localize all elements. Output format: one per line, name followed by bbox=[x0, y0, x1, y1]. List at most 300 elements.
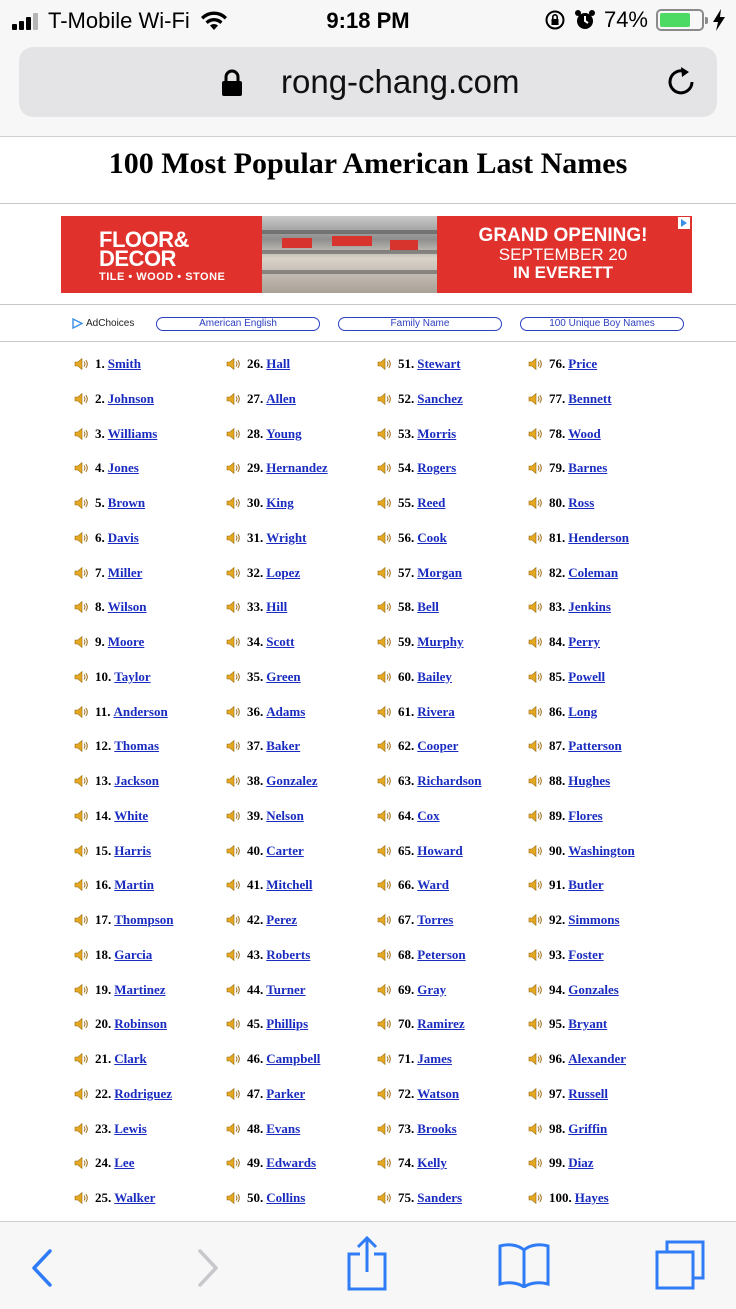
rank-number: 66. bbox=[398, 877, 415, 893]
list-item bbox=[528, 944, 604, 966]
speaker-icon[interactable] bbox=[226, 739, 241, 753]
name-link[interactable]: Gonzalez bbox=[266, 773, 318, 788]
speaker-icon[interactable] bbox=[226, 566, 241, 580]
speaker-icon[interactable] bbox=[377, 913, 392, 927]
name-link[interactable]: Diaz bbox=[568, 1155, 594, 1171]
ad-logo-line2: DECOR bbox=[99, 246, 176, 271]
rank-number: 97. bbox=[549, 1085, 566, 1101]
name-link[interactable]: Powell bbox=[568, 668, 606, 684]
speaker-icon[interactable] bbox=[528, 461, 543, 475]
name-link[interactable]: Ramirez bbox=[417, 1016, 465, 1032]
name-link[interactable]: Thomas bbox=[114, 738, 160, 754]
speaker-icon[interactable] bbox=[377, 357, 392, 371]
ad-info-icon[interactable] bbox=[678, 217, 690, 229]
name-link[interactable]: Griffin bbox=[568, 1120, 608, 1136]
bookmarks-icon[interactable] bbox=[497, 1242, 551, 1288]
name-link[interactable]: Jenkins bbox=[568, 599, 611, 615]
list-item bbox=[74, 805, 148, 827]
forward-chevron-icon[interactable] bbox=[196, 1248, 220, 1288]
name-link[interactable]: Lewis bbox=[114, 1120, 147, 1136]
battery-icon bbox=[656, 9, 704, 31]
name-link[interactable]: Clark bbox=[114, 1051, 147, 1066]
name-link[interactable]: Flores bbox=[568, 807, 603, 823]
speaker-icon[interactable] bbox=[74, 844, 89, 858]
speaker-icon[interactable] bbox=[377, 1156, 392, 1170]
name-link[interactable]: Patterson bbox=[568, 738, 622, 754]
name-link[interactable]: Wood bbox=[568, 425, 601, 441]
speaker-icon[interactable] bbox=[377, 1017, 392, 1031]
speaker-icon[interactable] bbox=[226, 878, 241, 892]
speaker-icon[interactable] bbox=[226, 461, 241, 475]
speaker-icon[interactable] bbox=[528, 427, 543, 441]
back-chevron-icon[interactable] bbox=[30, 1248, 54, 1288]
speaker-icon[interactable] bbox=[74, 427, 89, 441]
name-link[interactable]: Bennett bbox=[568, 390, 612, 406]
list-item bbox=[226, 388, 296, 410]
name-link[interactable]: Hall bbox=[266, 356, 291, 371]
speaker-icon[interactable] bbox=[74, 1156, 89, 1170]
speaker-icon[interactable] bbox=[226, 670, 241, 684]
speaker-icon[interactable] bbox=[377, 844, 392, 858]
share-icon[interactable] bbox=[346, 1236, 388, 1292]
rank-number: 57. bbox=[398, 564, 415, 580]
name-link[interactable]: Perry bbox=[568, 634, 601, 649]
name-link[interactable]: Washington bbox=[568, 842, 635, 858]
name-link[interactable]: Martin bbox=[114, 877, 154, 893]
speaker-icon[interactable] bbox=[226, 774, 241, 788]
name-link[interactable]: Thompson bbox=[114, 912, 174, 927]
name-link[interactable]: Baker bbox=[266, 738, 301, 754]
speaker-icon[interactable] bbox=[528, 1017, 543, 1031]
speaker-icon[interactable] bbox=[74, 878, 89, 892]
speaker-icon[interactable] bbox=[226, 1017, 241, 1031]
name-link[interactable]: Hernandez bbox=[266, 460, 328, 476]
rank-number: 92. bbox=[549, 912, 566, 927]
name-link[interactable]: Gonzales bbox=[568, 981, 619, 997]
name-link[interactable]: Collins bbox=[266, 1190, 306, 1205]
page-title bbox=[0, 140, 736, 204]
name-link[interactable]: Scott bbox=[266, 634, 295, 649]
rank-number: 13. bbox=[95, 773, 112, 788]
speaker-icon[interactable] bbox=[528, 844, 543, 858]
name-link[interactable]: James bbox=[417, 1051, 452, 1066]
speaker-icon[interactable] bbox=[226, 705, 241, 719]
name-link[interactable]: Hill bbox=[266, 599, 288, 615]
speaker-icon[interactable] bbox=[377, 531, 392, 545]
name-link[interactable]: Moore bbox=[107, 634, 145, 649]
name-link[interactable]: Rodriguez bbox=[114, 1085, 173, 1101]
rank-number: 59. bbox=[398, 634, 415, 649]
list-item bbox=[74, 770, 159, 792]
rank-number: 65. bbox=[398, 842, 415, 858]
speaker-icon[interactable] bbox=[74, 635, 89, 649]
speaker-icon[interactable] bbox=[528, 392, 543, 406]
name-link[interactable]: Lopez bbox=[266, 564, 301, 580]
rank-number: 68. bbox=[398, 946, 415, 962]
list-item bbox=[528, 909, 620, 931]
speaker-icon[interactable] bbox=[528, 983, 543, 997]
speaker-icon[interactable] bbox=[74, 948, 89, 962]
list-item bbox=[226, 596, 287, 618]
list-item bbox=[528, 979, 619, 1001]
name-link[interactable]: Bailey bbox=[417, 668, 452, 684]
list-item bbox=[226, 1048, 320, 1070]
name-link[interactable]: Garcia bbox=[114, 946, 153, 962]
name-link[interactable]: Smith bbox=[107, 356, 141, 371]
speaker-icon[interactable] bbox=[74, 531, 89, 545]
name-link[interactable]: Martinez bbox=[114, 981, 166, 997]
speaker-icon[interactable] bbox=[528, 705, 543, 719]
list-item bbox=[528, 1083, 608, 1105]
name-link[interactable]: Richardson bbox=[417, 773, 482, 788]
rank-number: 6. bbox=[95, 529, 105, 545]
speaker-icon[interactable] bbox=[528, 739, 543, 753]
speaker-icon[interactable] bbox=[528, 1191, 543, 1205]
name-link[interactable]: Hughes bbox=[568, 773, 611, 788]
speaker-icon[interactable] bbox=[528, 1122, 543, 1136]
speaker-icon[interactable] bbox=[377, 670, 392, 684]
list-item bbox=[528, 1013, 607, 1035]
speaker-icon[interactable] bbox=[528, 635, 543, 649]
name-link[interactable]: Morris bbox=[417, 425, 457, 441]
nav-link-family-name[interactable]: Family Name bbox=[338, 317, 502, 331]
speaker-icon[interactable] bbox=[226, 600, 241, 614]
speaker-icon[interactable] bbox=[528, 531, 543, 545]
address-bar[interactable] bbox=[19, 47, 717, 117]
name-link[interactable]: Turner bbox=[266, 981, 306, 997]
speaker-icon[interactable] bbox=[226, 496, 241, 510]
name-link[interactable]: Cox bbox=[417, 807, 440, 823]
speaker-icon[interactable] bbox=[377, 635, 392, 649]
name-link[interactable]: Stewart bbox=[417, 356, 461, 371]
speaker-icon[interactable] bbox=[528, 774, 543, 788]
speaker-icon[interactable] bbox=[528, 913, 543, 927]
rank-number: 91. bbox=[549, 877, 566, 893]
list-item bbox=[226, 1013, 308, 1035]
nav-row bbox=[0, 313, 736, 335]
name-link[interactable]: Bryant bbox=[568, 1016, 608, 1032]
rank-number: 83. bbox=[549, 599, 566, 615]
list-item bbox=[226, 1187, 305, 1209]
ad-logo-tag: TILE • WOOD • STONE bbox=[99, 271, 226, 283]
divider bbox=[0, 341, 736, 342]
name-link[interactable]: Henderson bbox=[568, 529, 629, 545]
list-item bbox=[528, 353, 597, 375]
name-link[interactable]: Coleman bbox=[568, 564, 619, 580]
speaker-icon[interactable] bbox=[74, 1052, 89, 1066]
rank-number: 90. bbox=[549, 842, 566, 858]
speaker-icon[interactable] bbox=[226, 427, 241, 441]
name-link[interactable]: Wilson bbox=[107, 599, 147, 615]
name-link[interactable]: Anderson bbox=[113, 703, 168, 719]
speaker-icon[interactable] bbox=[74, 357, 89, 371]
list-item bbox=[226, 805, 304, 827]
rank-number: 32. bbox=[247, 564, 264, 580]
list-item bbox=[377, 701, 455, 723]
name-link[interactable]: Sanchez bbox=[417, 390, 463, 406]
rank-number: 60. bbox=[398, 668, 415, 684]
speaker-icon[interactable] bbox=[377, 392, 392, 406]
speaker-icon[interactable] bbox=[377, 878, 392, 892]
adchoices-link[interactable] bbox=[72, 318, 134, 329]
rank-number: 28. bbox=[247, 425, 264, 441]
name-link[interactable]: Nelson bbox=[266, 807, 304, 823]
list-item bbox=[528, 423, 601, 445]
speaker-icon[interactable] bbox=[528, 1052, 543, 1066]
speaker-icon[interactable] bbox=[226, 1122, 241, 1136]
name-link[interactable]: Adams bbox=[266, 703, 306, 719]
nav-link-unique-boy-names[interactable]: 100 Unique Boy Names bbox=[520, 317, 684, 331]
name-link[interactable]: Rivera bbox=[417, 703, 455, 719]
name-link[interactable]: Johnson bbox=[107, 390, 154, 406]
speaker-icon[interactable] bbox=[377, 809, 392, 823]
speaker-icon[interactable] bbox=[377, 1122, 392, 1136]
list-item bbox=[74, 979, 166, 1001]
list-item bbox=[528, 666, 605, 688]
name-link[interactable]: Roberts bbox=[266, 946, 311, 962]
speaker-icon[interactable] bbox=[528, 600, 543, 614]
name-link[interactable]: Cooper bbox=[417, 738, 459, 754]
speaker-icon[interactable] bbox=[74, 739, 89, 753]
speaker-icon[interactable] bbox=[377, 705, 392, 719]
name-link[interactable]: Carter bbox=[266, 842, 304, 858]
speaker-icon[interactable] bbox=[74, 496, 89, 510]
name-link[interactable]: Howard bbox=[417, 842, 463, 858]
name-link[interactable]: Young bbox=[266, 425, 302, 441]
rank-number: 35. bbox=[247, 668, 264, 684]
speaker-icon[interactable] bbox=[74, 1017, 89, 1031]
rank-number: 1. bbox=[95, 356, 105, 371]
name-link[interactable]: Brooks bbox=[417, 1120, 457, 1136]
speaker-icon[interactable] bbox=[226, 531, 241, 545]
speaker-icon[interactable] bbox=[528, 1087, 543, 1101]
speaker-icon[interactable] bbox=[74, 913, 89, 927]
speaker-icon[interactable] bbox=[74, 983, 89, 997]
name-link[interactable]: Hayes bbox=[574, 1190, 609, 1205]
list-item bbox=[226, 979, 306, 1001]
speaker-icon[interactable] bbox=[74, 392, 89, 406]
name-link[interactable]: Morgan bbox=[417, 564, 463, 580]
name-link[interactable]: Mitchell bbox=[266, 877, 313, 893]
name-link[interactable]: Gray bbox=[417, 981, 447, 997]
rank-number: 37. bbox=[247, 738, 264, 754]
name-link[interactable]: Ross bbox=[568, 495, 595, 510]
name-link[interactable]: Campbell bbox=[266, 1051, 321, 1066]
name-link[interactable]: Rogers bbox=[417, 460, 457, 476]
rank-number: 77. bbox=[549, 390, 566, 406]
name-link[interactable]: King bbox=[266, 495, 294, 510]
speaker-icon[interactable] bbox=[377, 566, 392, 580]
list-item bbox=[377, 805, 440, 827]
status-left bbox=[12, 8, 228, 34]
name-link[interactable]: Taylor bbox=[114, 668, 151, 684]
name-link[interactable]: Simmons bbox=[568, 912, 620, 927]
name-link[interactable]: Butler bbox=[568, 877, 604, 893]
name-link[interactable]: Watson bbox=[417, 1085, 460, 1101]
name-link[interactable]: Long bbox=[568, 703, 598, 719]
list-item bbox=[377, 562, 462, 584]
speaker-icon[interactable] bbox=[377, 461, 392, 475]
speaker-icon[interactable] bbox=[226, 948, 241, 962]
list-item bbox=[74, 353, 141, 375]
speaker-icon[interactable] bbox=[528, 948, 543, 962]
speaker-icon[interactable] bbox=[74, 461, 89, 475]
speaker-icon[interactable] bbox=[226, 1156, 241, 1170]
rank-number: 38. bbox=[247, 773, 264, 788]
rank-number: 76. bbox=[549, 356, 566, 371]
list-item bbox=[226, 631, 294, 653]
name-link[interactable]: Reed bbox=[417, 495, 446, 510]
speaker-icon[interactable] bbox=[528, 566, 543, 580]
name-link[interactable]: Davis bbox=[107, 529, 139, 545]
speaker-icon[interactable] bbox=[226, 809, 241, 823]
speaker-icon[interactable] bbox=[528, 1156, 543, 1170]
name-link[interactable]: Walker bbox=[114, 1190, 156, 1205]
speaker-icon[interactable] bbox=[377, 496, 392, 510]
speaker-icon[interactable] bbox=[528, 357, 543, 371]
speaker-icon[interactable] bbox=[377, 739, 392, 753]
list-item bbox=[74, 631, 144, 653]
name-link[interactable]: Parker bbox=[266, 1085, 306, 1101]
list-item bbox=[528, 1048, 626, 1070]
rank-number: 43. bbox=[247, 946, 264, 962]
list-item bbox=[377, 909, 453, 931]
speaker-icon[interactable] bbox=[74, 809, 89, 823]
list-item bbox=[74, 423, 157, 445]
speaker-icon[interactable] bbox=[226, 844, 241, 858]
ad-banner[interactable] bbox=[61, 216, 692, 293]
rank-number: 82. bbox=[549, 564, 566, 580]
name-link[interactable]: Barnes bbox=[568, 460, 608, 476]
speaker-icon[interactable] bbox=[226, 983, 241, 997]
wifi-icon bbox=[200, 11, 228, 31]
battery-fill bbox=[660, 13, 690, 27]
speaker-icon[interactable] bbox=[74, 705, 89, 719]
speaker-icon[interactable] bbox=[528, 670, 543, 684]
rank-number: 94. bbox=[549, 981, 566, 997]
speaker-icon[interactable] bbox=[377, 427, 392, 441]
tabs-icon[interactable] bbox=[655, 1240, 707, 1290]
speaker-icon[interactable] bbox=[528, 809, 543, 823]
rank-number: 7. bbox=[95, 564, 105, 580]
name-link[interactable]: Allen bbox=[266, 390, 296, 406]
speaker-icon[interactable] bbox=[74, 1122, 89, 1136]
rank-number: 55. bbox=[398, 495, 415, 510]
name-link[interactable]: Jones bbox=[107, 460, 139, 476]
speaker-icon[interactable] bbox=[74, 1087, 89, 1101]
name-link[interactable]: Torres bbox=[417, 912, 454, 927]
list-item bbox=[74, 666, 151, 688]
speaker-icon[interactable] bbox=[226, 1087, 241, 1101]
name-link[interactable]: Harris bbox=[114, 842, 152, 858]
list-item bbox=[377, 1013, 465, 1035]
name-link[interactable]: Edwards bbox=[266, 1155, 317, 1171]
speaker-icon[interactable] bbox=[528, 878, 543, 892]
speaker-icon[interactable] bbox=[377, 600, 392, 614]
speaker-icon[interactable] bbox=[226, 392, 241, 406]
rank-number: 49. bbox=[247, 1155, 264, 1171]
speaker-icon[interactable] bbox=[377, 1191, 392, 1205]
speaker-icon[interactable] bbox=[377, 948, 392, 962]
speaker-icon[interactable] bbox=[377, 1087, 392, 1101]
name-link[interactable]: Price bbox=[568, 356, 598, 371]
speaker-icon[interactable] bbox=[377, 774, 392, 788]
name-link[interactable]: Perez bbox=[266, 912, 298, 927]
name-link[interactable]: Murphy bbox=[417, 634, 464, 649]
speaker-icon[interactable] bbox=[74, 600, 89, 614]
list-item bbox=[377, 840, 463, 862]
list-item bbox=[377, 735, 458, 757]
speaker-icon[interactable] bbox=[74, 566, 89, 580]
reload-icon[interactable] bbox=[665, 65, 699, 99]
speaker-icon[interactable] bbox=[226, 1052, 241, 1066]
list-item bbox=[74, 562, 142, 584]
rank-number: 19. bbox=[95, 981, 112, 997]
name-link[interactable]: Kelly bbox=[417, 1155, 447, 1171]
rank-number: 62. bbox=[398, 738, 415, 754]
name-link[interactable]: Wright bbox=[266, 529, 307, 545]
rank-number: 10. bbox=[95, 668, 112, 684]
rank-number: 58. bbox=[398, 599, 415, 615]
rank-number: 2. bbox=[95, 390, 105, 406]
name-link[interactable]: Miller bbox=[107, 564, 143, 580]
rank-number: 70. bbox=[398, 1016, 415, 1032]
speaker-icon[interactable] bbox=[377, 983, 392, 997]
name-link[interactable]: Robinson bbox=[114, 1016, 167, 1032]
list-item bbox=[528, 770, 610, 792]
list-item bbox=[528, 1152, 594, 1174]
page-title-text: 100 Most Popular American Last Names bbox=[108, 147, 628, 180]
speaker-icon[interactable] bbox=[226, 1191, 241, 1205]
nav-link-american-english[interactable]: American English bbox=[156, 317, 320, 331]
name-link[interactable]: White bbox=[114, 807, 149, 823]
name-link[interactable]: Ward bbox=[417, 877, 450, 893]
name-link[interactable]: Foster bbox=[568, 946, 604, 962]
list-item bbox=[74, 701, 168, 723]
name-link[interactable]: Bell bbox=[417, 599, 439, 615]
list-item bbox=[528, 805, 603, 827]
name-link[interactable]: Peterson bbox=[417, 946, 466, 962]
speaker-icon[interactable] bbox=[226, 913, 241, 927]
speaker-icon[interactable] bbox=[74, 1191, 89, 1205]
name-link[interactable]: Russell bbox=[568, 1085, 608, 1101]
name-link[interactable]: Phillips bbox=[266, 1016, 309, 1032]
list-item bbox=[528, 840, 635, 862]
name-link[interactable]: Alexander bbox=[568, 1051, 627, 1066]
charging-bolt-icon bbox=[712, 9, 726, 31]
rank-number: 99. bbox=[549, 1155, 566, 1171]
name-link[interactable]: Sanders bbox=[417, 1190, 463, 1205]
rank-number: 96. bbox=[549, 1051, 566, 1066]
name-link[interactable]: Brown bbox=[107, 495, 146, 510]
speaker-icon[interactable] bbox=[226, 635, 241, 649]
speaker-icon[interactable] bbox=[74, 774, 89, 788]
rank-number: 42. bbox=[247, 912, 264, 927]
name-link[interactable]: Jackson bbox=[114, 773, 160, 788]
speaker-icon[interactable] bbox=[226, 357, 241, 371]
speaker-icon[interactable] bbox=[377, 1052, 392, 1066]
rotation-lock-icon bbox=[544, 9, 566, 31]
name-link[interactable]: Cook bbox=[417, 529, 447, 545]
rank-number: 14. bbox=[95, 807, 112, 823]
name-link[interactable]: Green bbox=[266, 668, 301, 684]
speaker-icon[interactable] bbox=[528, 496, 543, 510]
name-link[interactable]: Williams bbox=[107, 425, 158, 441]
name-link[interactable]: Evans bbox=[266, 1120, 301, 1136]
list-item bbox=[226, 1152, 316, 1174]
speaker-icon[interactable] bbox=[74, 670, 89, 684]
name-link[interactable]: Lee bbox=[114, 1155, 135, 1171]
